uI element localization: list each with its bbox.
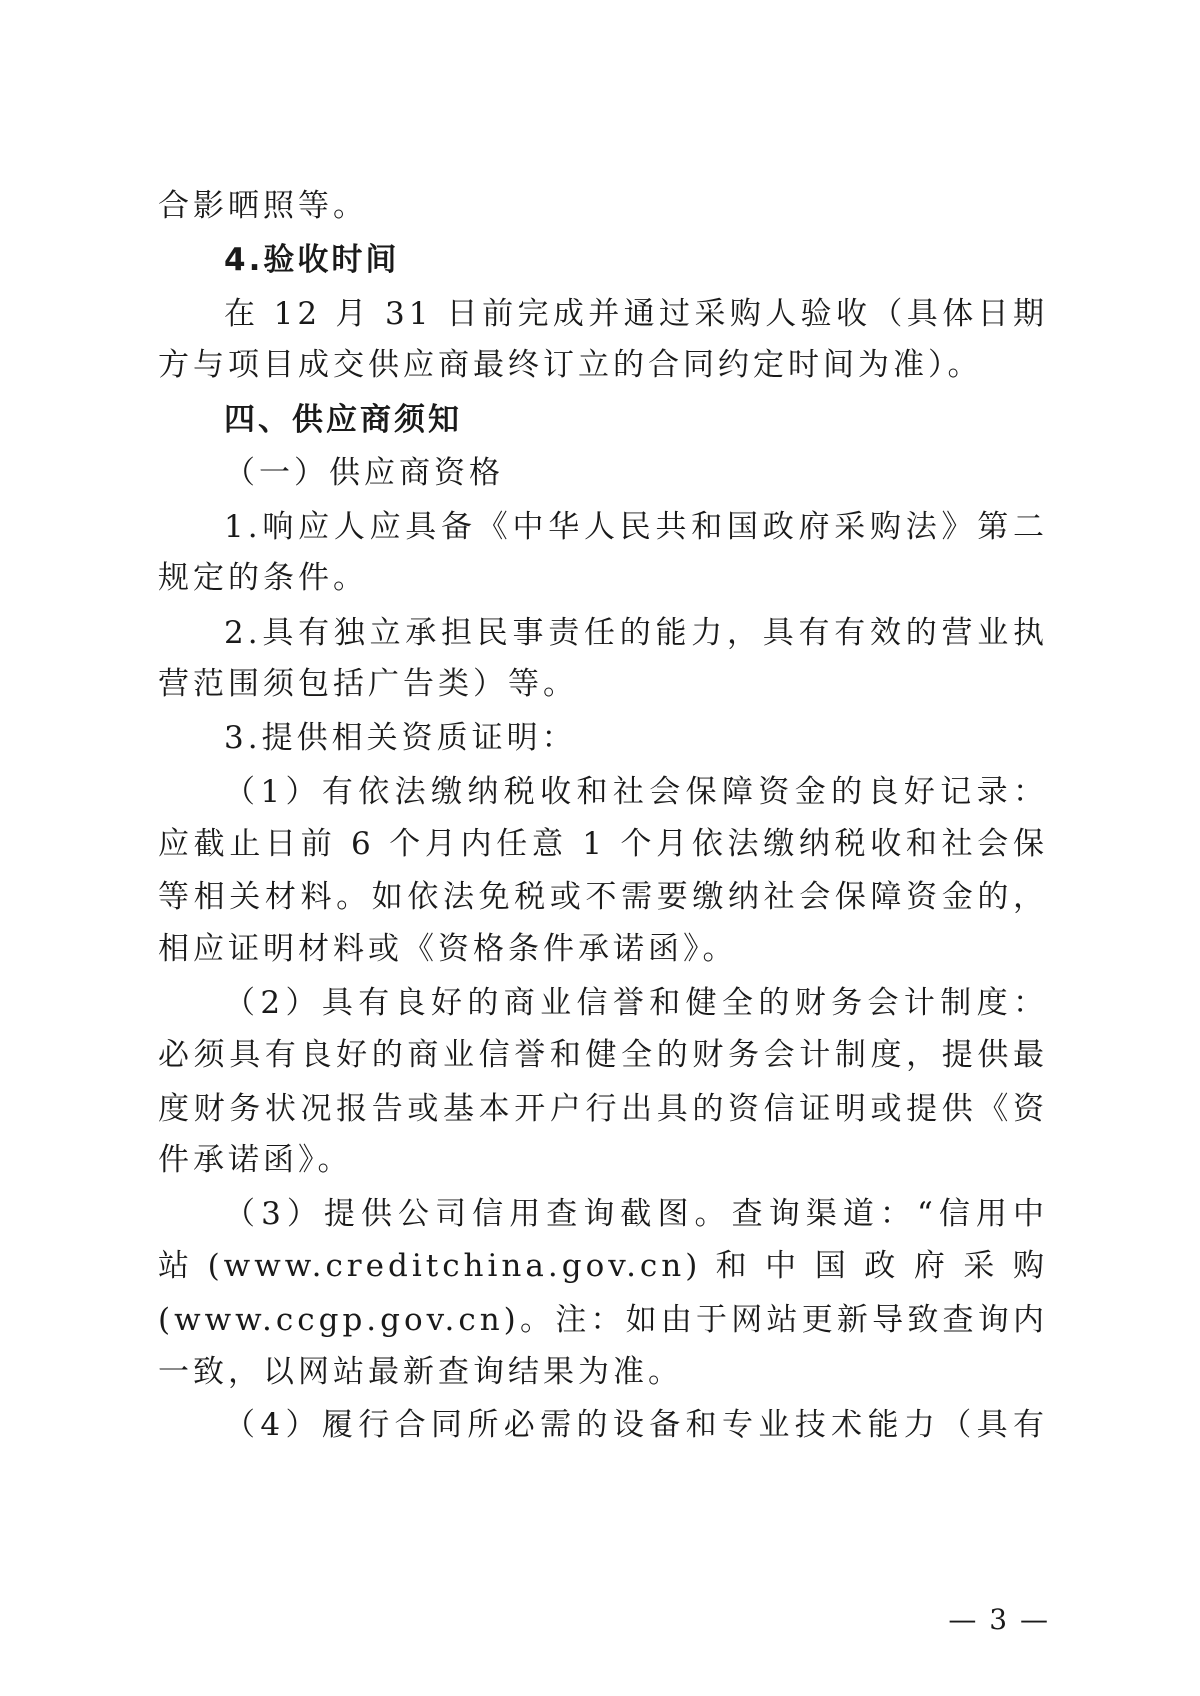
page-number: — 3 — — [948, 1603, 1050, 1636]
text-line: （2）具有良好的商业信誉和健全的财务会计制度： — [224, 985, 1048, 1021]
text-line: 一致，以网站最新查询结果为准。 — [158, 1354, 683, 1390]
text-line: 1.响应人应具备《中华人民共和国政府采购法》第二 — [224, 509, 1048, 545]
text-line: （3）提供公司信用查询截图。查询渠道：“信用中 — [224, 1196, 1048, 1232]
subsection-heading: （一）供应商资格 — [224, 455, 504, 491]
text-line: 应截止日前 6 个月内任意 1 个月依法缴纳税收和社会保 — [158, 826, 1048, 862]
text-line: （4）履行合同所必需的设备和专业技术能力（具有 — [224, 1407, 1048, 1443]
section-heading: 四、供应商须知 — [224, 402, 462, 438]
text-line: 方与项目成交供应商最终订立的合同约定时间为准）。 — [158, 347, 983, 383]
text-line: 3.提供相关资质证明： — [224, 720, 577, 756]
text-line: 站 (www.creditchina.gov.cn) 和 中 国 政 府 采 购 — [158, 1248, 1048, 1284]
section-heading: 4.验收时间 — [224, 242, 400, 278]
text-line: 件承诺函》。 — [158, 1142, 353, 1178]
text-line: 在 12 月 31 日前完成并通过采购人验收（具体日期 — [224, 296, 1048, 332]
text-line: 必须具有良好的商业信誉和健全的财务会计制度，提供最 — [158, 1037, 1048, 1073]
text-line: 度财务状况报告或基本开户行出具的资信证明或提供《资 — [158, 1091, 1048, 1127]
text-line: 规定的条件。 — [158, 560, 368, 596]
text-line: 相应证明材料或《资格条件承诺函》。 — [158, 931, 738, 967]
text-line: 合影晒照等。 — [158, 188, 368, 224]
text-line: (www.ccgp.gov.cn)。注：如由于网站更新导致查询内 — [158, 1302, 1048, 1338]
text-line: （1）有依法缴纳税收和社会保障资金的良好记录： — [224, 774, 1048, 810]
text-line: 2.具有独立承担民事责任的能力，具有有效的营业执 — [224, 615, 1048, 651]
text-line: 营范围须包括广告类）等。 — [158, 666, 578, 702]
text-line: 等相关材料。如依法免税或不需要缴纳社会保障资金的， — [158, 879, 1048, 915]
